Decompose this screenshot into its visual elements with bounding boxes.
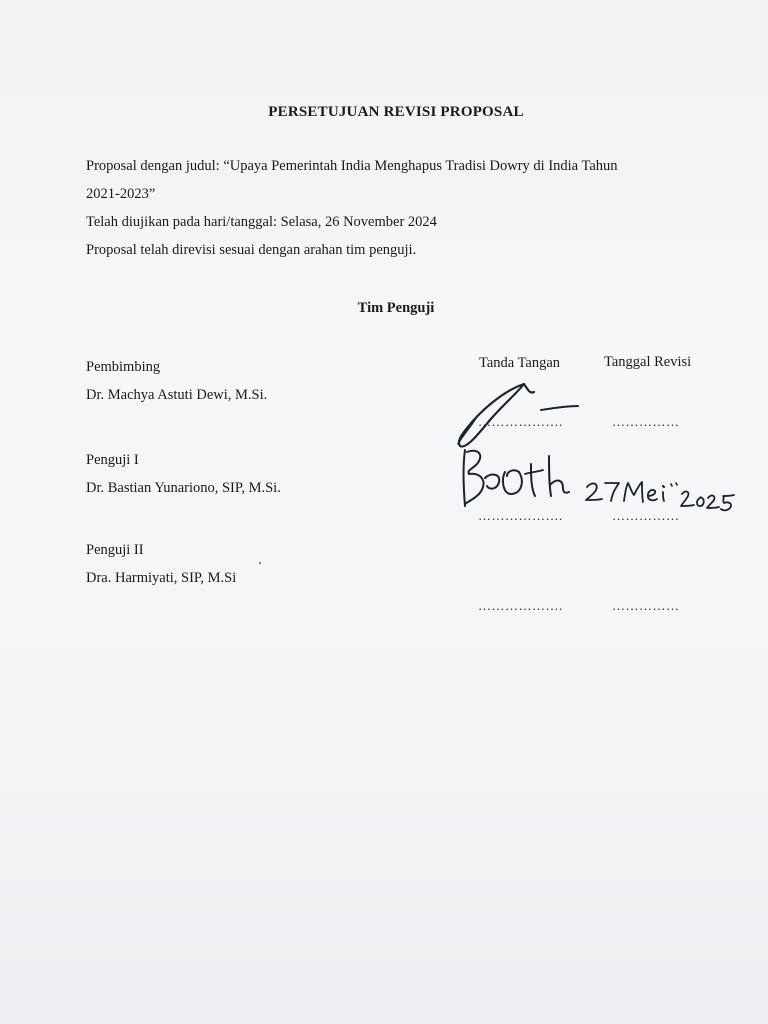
column-header-revision-date: Tanggal Revisi	[604, 354, 692, 370]
examiner-name: Dra. Harmiyati, SIP, M.Si	[86, 570, 237, 586]
document-title: PERSETUJUAN REVISI PROPOSAL	[268, 104, 524, 120]
examiner-name: Dr. Machya Astuti Dewi, M.Si.	[86, 387, 268, 403]
signature-line: ……………….	[478, 508, 563, 523]
committee-heading: Tim Penguji	[357, 300, 435, 316]
examiner-name: Dr. Bastian Yunariono, SIP, M.Si.	[86, 480, 281, 496]
examiner-role: Pembimbing	[86, 359, 161, 375]
handwritten-revision-date	[584, 478, 744, 518]
date-line: ……………	[612, 414, 680, 429]
examiner-role: Penguji II	[86, 542, 144, 558]
column-header-signature: Tanda Tangan	[479, 355, 561, 371]
date-line: ……………	[612, 508, 680, 523]
date-line: ……………	[612, 598, 680, 613]
signature-line: ……………….	[478, 598, 563, 613]
revision-statement: Proposal telah direvisi sesuai dengan arahan tim penguji.	[86, 242, 417, 258]
handwritten-signature-2	[455, 442, 595, 512]
ink-speck	[259, 562, 261, 564]
exam-date-line: Telah diujikan pada hari/tanggal: Selasa, 26 November 2024	[86, 214, 437, 230]
examiner-role: Penguji I	[86, 452, 139, 468]
proposal-title-line-1: Proposal dengan judul: “Upaya Pemerintah India Menghapus Tradisi Dowry di India Tahun	[86, 158, 618, 174]
signature-line: ……………….	[478, 414, 563, 429]
proposal-title-line-2: 2021-2023”	[86, 186, 156, 202]
